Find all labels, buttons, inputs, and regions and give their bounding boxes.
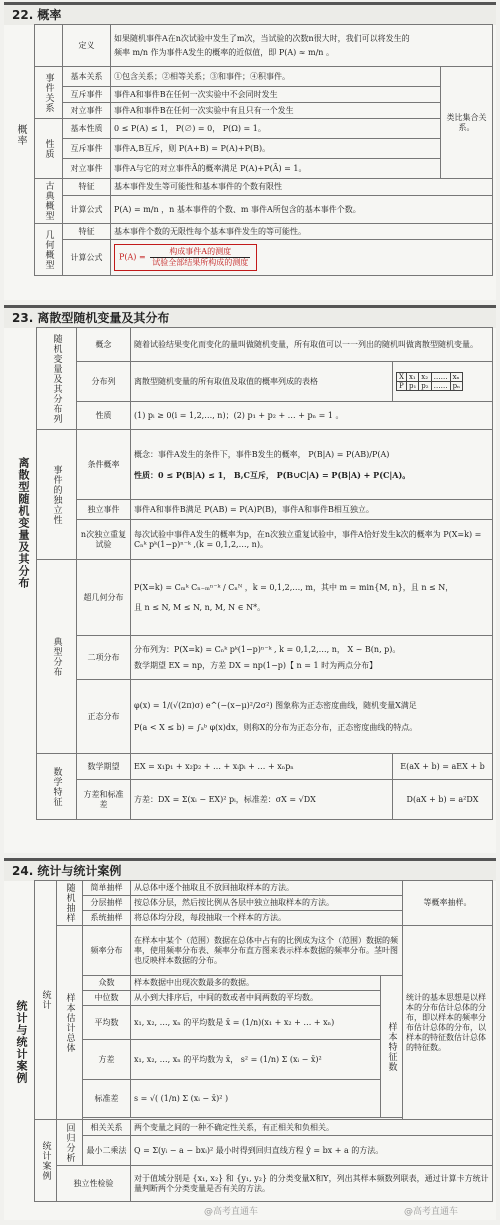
row-key: 独立事件 [77,500,131,520]
row-value: 基本事件个数的无限性每个基本事件发生的等可能性。 [111,224,493,240]
row-key: 数学期望 [77,754,131,780]
geo-group: 几何概型 [35,224,63,276]
row-key: 平均数 [83,1006,131,1040]
row-value: ①包含关系；②相等关系；③和事件；④积事件。 [111,67,441,87]
row-key: 标准差 [83,1080,131,1118]
discrete-side-label: 离散型随机变量及其分布 [17,457,30,589]
g-case: 统计案例 [35,1120,57,1202]
row-value: P(A) = m/n ，n 基本事件的个数、m 事件A所包含的基本事件个数。 [111,196,493,224]
row-value: x₁, x₂, …, xₙ 的平均数是 x̄ = (1/n)(x₁ + x₂ + … + xₙ) [131,1006,381,1040]
section-title: 24. 统计与统计案例 [4,858,496,881]
row-value: 将总体均分段，每段抽取一个样本的方法。 [131,911,403,926]
statistics-table [34,880,493,1202]
row-key: 方差 [83,1040,131,1080]
probability-table [34,24,493,276]
feat-side: 统计的基本思想是以样本的分布估计总体的分布，即以样本的频率分布估计总体的分布，以样本的特征数估计总体的特征数。 [403,926,493,1120]
g2: 事件的独立性 [37,430,77,560]
def-label [35,25,63,67]
section-statistics [4,858,496,1220]
row-key: 概念 [77,328,131,362]
statistics-side-label: 统计与统计案例 [15,1000,28,1084]
row-key: 正态分布 [77,680,131,754]
row-value: 每次试验中事件A发生的概率为p，在n次独立重复试验中，事件A恰好发生k次的概率为 P(X=k) = Cₙᵏ pᵏ(1−p)ⁿ⁻ᵏ ,(k = 0,1,2,…, n)。 [131,520,493,560]
row-value: P(X=k) = Cₘᵏ Cₙ₋ₘⁿ⁻ᵏ / Cₙᴺ ，k = 0,1,2,…, m，其中 m = min{M, n}，且 n ≤ N， 且 n ≤ N, M ≤ N, n, M, N ∈ N*。 [131,560,493,636]
row-value: 样本数据中出现次数最多的数据。 [131,976,381,991]
samp-side: 等概率抽样。 [403,881,493,926]
row-value: Q = Σ(yᵢ − a − bxᵢ)² 最小时得到回归直线方程 ŷ = bx + a 的方法。 [131,1136,493,1166]
watermark-right: @高考直通车 [404,1207,459,1217]
row-value: 分布列为：P(X=k) = Cₙᵏ pᵏ(1−p)ⁿ⁻ᵏ , k = 0,1,2,…, n， X ~ B(n, p)。 数学期望 EX = np，方差 DX = np(1−p)【 n = 1 时为两点分布】 [131,636,493,680]
row-value: 事件A,B互斥，则 P(A+B) = P(A)+P(B)。 [111,139,441,159]
row-value: 从小到大排序后，中间的数或者中间两数的平均数。 [131,991,381,1006]
row-key: 独立性检验 [57,1166,131,1202]
row-value: 事件A与它的对立事件Ā的概率满足 P(A)+P(Ā) = 1。 [111,159,441,179]
row-value: 在样本中某个（范围）数据在总体中占有的比例成为这个（范围）数据的频率，使用频率分布表、频率分布直方图来表示样本数据的频率分布。茎叶图也反映样本数据的分布。 [131,926,403,976]
row-value: 事件A和事件B在任何一次实验中不会同时发生 [111,87,441,103]
mini-table-cell [393,362,493,402]
section-probability [4,2,496,300]
row-key: 众数 [83,976,131,991]
row-value: 对于值域分别是 {x₁, x₂} 和 {y₁, y₂} 的分类变量X和Y，列出其样本频数列联表，通过计算卡方统计量判断两个分类变量是否有关的方法。 [131,1166,493,1202]
row-key: 中位数 [83,991,131,1006]
row-value: x₁, x₂, …, xₙ 的平均数为 x̄， s² = (1/n) Σ (xᵢ − x̄)² [131,1040,381,1080]
row-key: 系统抽样 [83,911,131,926]
row-key: 分布列 [77,362,131,402]
prop-group: 性质 [35,119,63,179]
row-value: 基本事件发生等可能性和基本事件的个数有限性 [111,179,493,196]
classic-group: 古典概型 [35,179,63,224]
row-value: 方差：DX = Σ(xᵢ − EX)² pᵢ，标准差：σX = √DX [131,780,393,820]
probability-side-label: 概率 [15,124,26,146]
row-side: E(aX + b) = aEX + b [393,754,493,780]
prop-side: 类比集合关系。 [441,67,493,179]
distribution-mini-table: X x₁ x₂ …… xₙ P p₁ p₂ …… pₙ [396,372,463,391]
g-est: 样本估计总体 [57,926,83,1120]
row-key: 分层抽样 [83,896,131,911]
row-key: 特征 [63,224,111,240]
row-key: 特征 [63,179,111,196]
row-key: 条件概率 [77,430,131,500]
row-key: 最小二乘法 [83,1136,131,1166]
g-rand: 随机抽样 [57,881,83,926]
row-value: 0 ≤ P(A) ≤ 1， P(∅) = 0， P(Ω) = 1。 [111,119,441,139]
watermark-left: @高考直通车 [204,1207,259,1217]
g1: 随机变量及其分布列 [37,328,77,430]
row-value: 按总体分层，然后按比例从各层中独立抽取样本的方法。 [131,896,403,911]
row-key: 计算公式 [63,196,111,224]
row-key: 对立事件 [63,103,111,119]
row-value: s = √( (1/n) Σ (xᵢ − x̄)² ) [131,1080,381,1118]
rel-group: 事件关系 [35,67,63,119]
row-key: 相关关系 [83,1120,131,1136]
row-value: 两个变量之间的一种不确定性关系，有正相关和负相关。 [131,1120,493,1136]
g-reg: 回归分析 [57,1120,83,1166]
row-key: 互斥事件 [63,139,111,159]
row-key: 计算公式 [63,240,111,276]
row-key: 二项分布 [77,636,131,680]
row-key: 方差和标准差 [77,780,131,820]
row-value: 事件A和事件B在任何一次实验中有且只有一个发生 [111,103,441,119]
row-key: 互斥事件 [63,87,111,103]
row-value: 随着试验结果变化而变化的量叫做随机变量，所有取值可以一一列出的随机叫做离散型随机变量。 [131,328,493,362]
feat-label: 样本特征数 [381,976,403,1118]
row-key: 基本关系 [63,67,111,87]
row-key: 简单抽样 [83,881,131,896]
row-key: 性质 [77,402,131,430]
def-text: 如果随机事件A在n次试验中发生了m次，当试验的次数n很大时，我们可以将发生的 频率 m/n 作为事件A发生的概率的近似值，即 P(A) ≈ m/n 。 [111,25,493,67]
row-value: 事件A和事件B满足 P(AB) = P(A)P(B)，事件A和事件B相互独立。 [131,500,493,520]
row-key: 频率分布 [83,926,131,976]
g4: 数学特征 [37,754,77,820]
row-value: EX = x₁p₁ + x₂p₂ + … + xᵢpᵢ + … + xₙpₙ [131,754,393,780]
def-label: 定义 [63,25,111,67]
row-key: 基本性质 [63,119,111,139]
g3: 典型分布 [37,560,77,754]
row-value: 概念：事件A发生的条件下，事件B发生的概率， P(B|A) = P(AB)/P(A) 性质：0 ≤ P(B|A) ≤ 1， B,C互斥， P(B∪C|A) = P(B|A) + P(C|A)。 [131,430,493,500]
row-value: φ(x) = 1/(√(2π)σ) e^(−(x−μ)²/2σ²) 图象称为正态密度曲线，随机变量X满足 P(a < X ≤ b) = ∫ₐᵇ φ(x)dx，则称X的分布为正态分布，正态密度曲线的特点。 [131,680,493,754]
discrete-table [36,327,493,820]
row-value: (1) pᵢ ≥ 0(i = 1,2,…, n)；(2) p₁ + p₂ + … + pₙ = 1 。 [131,402,493,430]
section-title: 22. 概率 [4,2,496,25]
row-key: n次独立重复试验 [77,520,131,560]
section-discrete-rv [4,305,496,853]
row-value: 离散型随机变量的所有取值及取值的概率列成的表格 [131,362,393,402]
row-key: 超几何分布 [77,560,131,636]
row-value: 从总体中逐个抽取且不放回抽取样本的方法。 [131,881,403,896]
row-key: 对立事件 [63,159,111,179]
section-title: 23. 离散型随机变量及其分布 [4,305,496,328]
geo-formula-box: P(A) = $\frac{\text{构成事件A的测度}}{\text{试验全部结果所构成的测度}}$ [114,244,257,271]
geo-formula [111,240,493,276]
row-side: D(aX + b) = a²DX [393,780,493,820]
g-stat: 统计 [35,881,57,1120]
